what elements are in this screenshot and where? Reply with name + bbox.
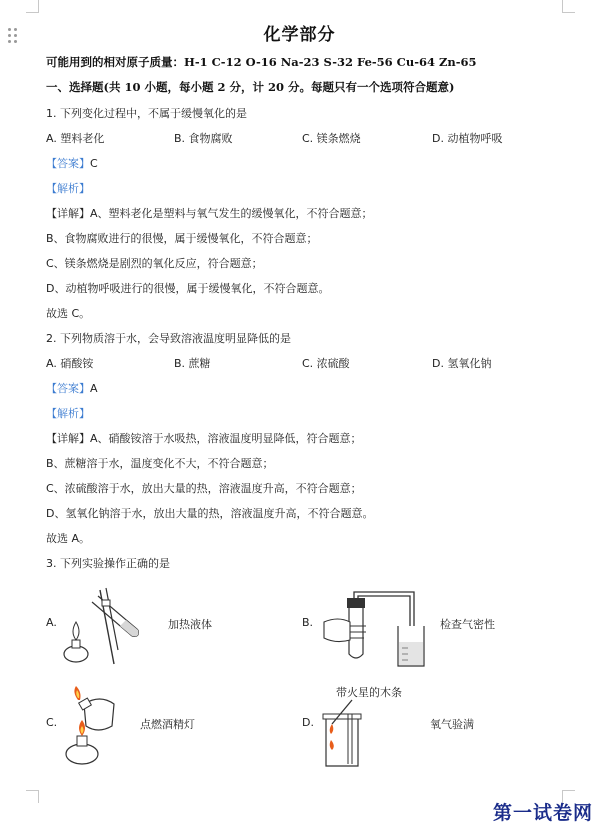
q3-option-d-caption: 氧气验满 [430,718,474,731]
corner-mark-top-left [26,0,39,13]
q2-option-d: D. 氢氧化钠 [432,357,492,370]
q2-detail-line [46,430,362,446]
atomic-masses-line: 可能用到的相对原子质量：H-1 C-12 O-16 Na-23 S-32 Fe-56 Cu-64 Zn-65 [46,55,477,69]
q2-analysis-tag: 【解析】 [46,407,90,420]
watermark-logo: 第一试卷网 [492,802,593,824]
oxygen-full-check-illustration [318,700,370,770]
q2-detail-c: C、浓硫酸溶于水，放出大量的热，溶液温度升高，不符合题意； [46,482,362,495]
q3-option-b-letter: B. [302,616,314,629]
q1-option-b: B. 食物腐败 [174,132,233,145]
q2-detail-d: D、氢氧化钠溶于水，放出大量的热，溶液温度升高，不符合题意。 [46,507,374,520]
q1-detail-b: B、食物腐败进行的很慢，属于缓慢氧化，不符合题意； [46,232,318,245]
q1-detail-line [46,205,373,221]
q1-option-a: A. 塑料老化 [46,132,105,145]
q1-option-d: D. 动植物呼吸 [432,132,503,145]
q1-conclusion: 故选 C。 [46,307,91,320]
q3-option-c-letter: C. [46,716,58,729]
answer-value: A [90,382,98,395]
q1-detail-c: C、镁条燃烧是剧烈的氧化反应，符合题意； [46,257,263,270]
q2-detail-b: B、蔗糖溶于水，温度变化不大，不符合题意； [46,457,274,470]
q3-option-a-letter: A. [46,616,57,629]
q1-analysis-tag: 【解析】 [46,182,90,195]
q3-option-c-caption: 点燃酒精灯 [140,718,195,731]
detail-tag: 【详解】 [46,207,90,220]
q2-option-b: B. 蔗糖 [174,357,211,370]
q3-option-b-caption: 检查气密性 [440,618,495,631]
answer-value: C [90,157,98,170]
q2-answer [46,380,98,396]
q2-option-a: A. 硝酸铵 [46,357,94,370]
question-2-stem: 2. 下列物质溶于水，会导致溶液温度明显降低的是 [46,332,291,345]
section-heading: 一、选择题(共 10 小题，每小题 2 分，计 20 分。每题只有一个选项符合题意) [46,80,455,94]
q2-option-c: C. 浓硫酸 [302,357,350,370]
q1-detail-a: A、塑料老化是塑料与氧气发生的缓慢氧化，不符合题意； [90,207,373,220]
corner-mark-top-right [562,0,575,13]
detail-tag: 【详解】 [46,432,90,445]
question-3-stem: 3. 下列实验操作正确的是 [46,557,170,570]
lighting-alcohol-lamp-illustration [60,686,126,768]
q1-answer [46,155,98,171]
q1-detail-d: D、动植物呼吸进行的很慢，属于缓慢氧化，不符合题意。 [46,282,330,295]
question-1-stem: 1. 下列变化过程中，不属于缓慢氧化的是 [46,107,247,120]
q3-d-label: 带火星的木条 [336,686,402,699]
q2-detail-a: A、硝酸铵溶于水吸热，溶液温度明显降低，符合题意； [90,432,362,445]
answer-tag: 【答案】 [46,157,90,170]
q3-option-d-letter: D. [302,716,314,729]
q1-option-c: C. 镁条燃烧 [302,132,361,145]
answer-tag: 【答案】 [46,382,90,395]
airtightness-check-illustration [320,592,430,670]
page-title: 化学部分 [263,25,336,45]
corner-mark-bottom-left [26,790,39,803]
q2-conclusion: 故选 A。 [46,532,91,545]
q3-option-a-caption: 加热液体 [168,618,212,631]
heating-liquid-illustration [62,588,152,664]
